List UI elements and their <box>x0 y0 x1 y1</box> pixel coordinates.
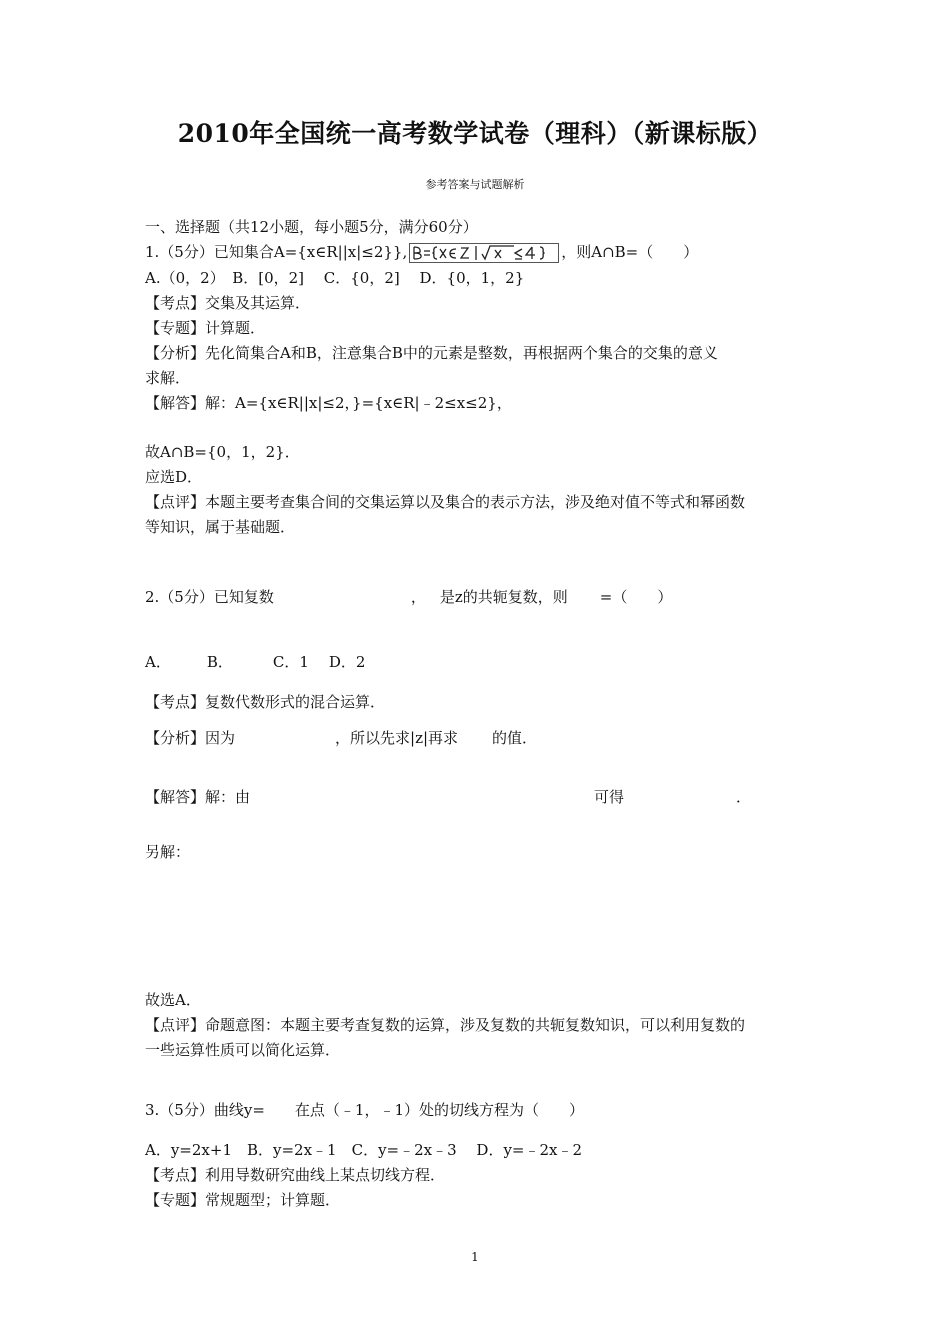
q2-kaodian: 【考点】复数代数形式的混合运算． <box>145 693 386 711</box>
q2-dianping-line2: 一些运算性质可以简化运算． <box>145 1041 341 1059</box>
q3-kaodian: 【考点】利用导数研究曲线上某点切线方程． <box>145 1166 446 1184</box>
q2-stem-a: 2.（5分）已知复数 <box>145 588 274 606</box>
q2-options <box>145 652 365 672</box>
q2-fenxi-a: 【分析】因为 <box>145 729 236 747</box>
q2-alt-solution: 另解： <box>145 843 191 861</box>
q2-option-c: C．1 <box>272 653 309 671</box>
q1-dianping-line2: 等知识，属于基础题． <box>145 518 296 536</box>
q1-dianping-line1: 【点评】本题主要考查集合间的交集运算以及集合的表示方法，涉及绝对值不等式和幂函数 <box>145 493 746 511</box>
q1-options: A.（0，2） B．[0，2] C．{0，2] D．{0，1，2} <box>145 269 525 287</box>
q2-fenxi-c: 的值． <box>492 729 538 747</box>
page-number: 1 <box>471 1250 479 1264</box>
q3-stem-a: 3.（5分）曲线y= <box>145 1101 265 1119</box>
page-subtitle: 参考答案与试题解析 <box>425 178 525 191</box>
q1-conclusion: 故A∩B={0，1，2}． <box>145 443 300 461</box>
q2-fenxi-b: ，所以先求|z|再求 <box>335 729 459 747</box>
q1-fenxi-line1: 【分析】先化简集合A和B，注意集合B中的元素是整数，再根据两个集合的交集的意义 <box>145 344 718 362</box>
page-title: 2010年全国统一高考数学试卷（理科）（新课标版） <box>177 119 773 148</box>
q1-jieda: 【解答】解：A={x∈R||x|≤2，}={x∈R|﹣2≤x≤2}， <box>145 394 512 412</box>
q1-handwritten-set-image <box>409 243 559 263</box>
q2-option-b: B． <box>206 653 233 671</box>
section-heading: 一、选择题（共12小题，每小题5分，满分60分） <box>145 218 478 236</box>
q1-fenxi-line2: 求解． <box>145 369 191 387</box>
q2-jieda <box>145 787 751 807</box>
q1-kaodian: 【考点】交集及其运算． <box>145 294 311 312</box>
q3-zhuanti: 【专题】常规题型；计算题． <box>145 1191 341 1209</box>
q2-stem <box>145 587 672 607</box>
q1-stem <box>145 242 698 263</box>
q2-jieda-a: 【解答】解：由 <box>145 788 251 806</box>
q2-choice: 故选A． <box>145 991 201 1009</box>
q1-choice: 应选D． <box>145 468 203 486</box>
q2-option-a: A． <box>145 653 171 671</box>
q2-stem-d: =（ ） <box>599 588 673 606</box>
q1-zhuanti: 【专题】计算题． <box>145 319 266 337</box>
q3-stem <box>145 1100 584 1120</box>
q3-options: A．y=2x+1 B．y=2x﹣1 C．y=﹣2x﹣3 D．y=﹣2x﹣2 <box>145 1141 583 1159</box>
q2-dianping-line1: 【点评】命题意图：本题主要考查复数的运算，涉及复数的共轭复数知识，可以利用复数的 <box>145 1016 746 1034</box>
q2-option-d: D．2 <box>328 653 366 671</box>
q2-fenxi <box>145 728 537 748</box>
q2-stem-b: ， <box>410 588 426 606</box>
q2-jieda-b: 可得 <box>594 788 625 806</box>
q1-stem-a: 1.（5分）已知集合A={x∈R||x|≤2}}, <box>145 243 408 261</box>
q2-stem-c: 是z的共轭复数，则 <box>439 588 568 606</box>
q2-jieda-c: ． <box>736 788 752 806</box>
q3-stem-b: 在点（﹣1，﹣1）处的切线方程为（ ） <box>294 1101 584 1119</box>
q1-stem-b: ，则A∩B=（ ） <box>561 243 699 261</box>
